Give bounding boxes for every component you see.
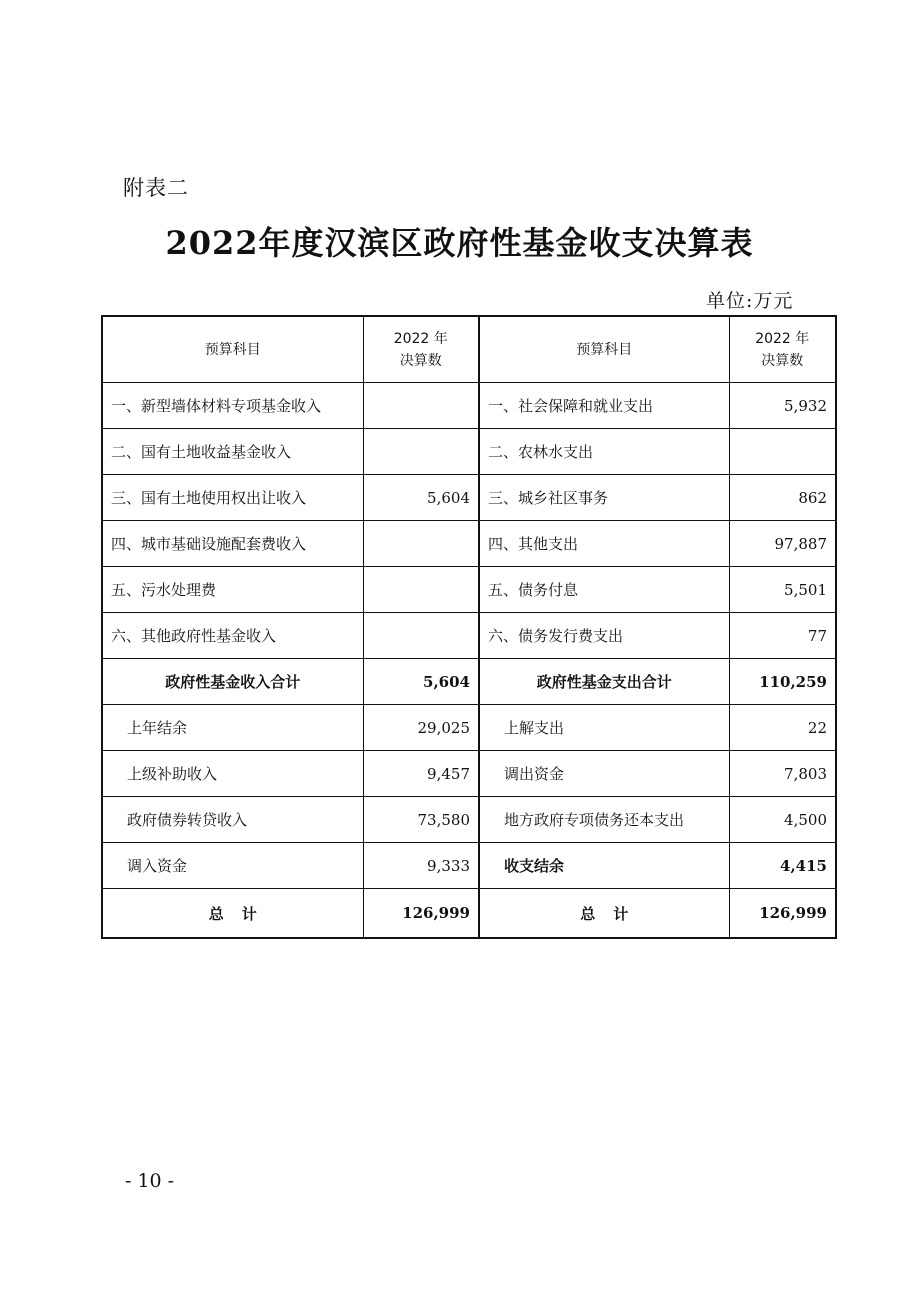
expense-item: 六、债务发行费支出 xyxy=(479,613,729,659)
income-item: 四、城市基础设施配套费收入 xyxy=(102,521,363,567)
budget-table xyxy=(101,315,837,939)
table-row xyxy=(102,475,836,521)
page-number: - 10 - xyxy=(125,1170,175,1192)
table-row xyxy=(102,705,836,751)
income-value: 73,580 xyxy=(363,797,479,843)
table-header-row xyxy=(102,316,836,383)
expense-item: 二、农林水支出 xyxy=(479,429,729,475)
income-item: 一、新型墙体材料专项基金收入 xyxy=(102,383,363,429)
income-value: 9,333 xyxy=(363,843,479,889)
expense-subtotal-value: 110,259 xyxy=(729,659,836,705)
header-left-amount xyxy=(363,316,479,383)
expense-item: 四、其他支出 xyxy=(479,521,729,567)
income-item: 三、国有土地使用权出让收入 xyxy=(102,475,363,521)
expense-item: 五、债务付息 xyxy=(479,567,729,613)
income-item: 上年结余 xyxy=(102,705,363,751)
header-right-amount-year: 2022 年 xyxy=(755,330,810,347)
appendix-label: 附表二 xyxy=(123,176,189,200)
header-right-amount xyxy=(729,316,836,383)
table-row xyxy=(102,843,836,889)
income-value xyxy=(363,567,479,613)
expense-value xyxy=(729,429,836,475)
table-row xyxy=(102,751,836,797)
balance-value: 4,415 xyxy=(729,843,836,889)
expense-subtotal-label: 政府性基金支出合计 xyxy=(479,659,729,705)
table-row xyxy=(102,521,836,567)
income-value xyxy=(363,383,479,429)
income-subtotal-value: 5,604 xyxy=(363,659,479,705)
table-row xyxy=(102,797,836,843)
header-left-subject: 预算科目 xyxy=(102,316,363,383)
income-value xyxy=(363,613,479,659)
income-item: 六、其他政府性基金收入 xyxy=(102,613,363,659)
expense-item: 三、城乡社区事务 xyxy=(479,475,729,521)
expense-item: 一、社会保障和就业支出 xyxy=(479,383,729,429)
expense-value: 5,932 xyxy=(729,383,836,429)
table-row xyxy=(102,567,836,613)
balance-label: 收支结余 xyxy=(479,843,729,889)
income-value: 5,604 xyxy=(363,475,479,521)
expense-total-label: 总计 xyxy=(479,889,729,939)
income-item: 二、国有土地收益基金收入 xyxy=(102,429,363,475)
income-value xyxy=(363,429,479,475)
table-row xyxy=(102,383,836,429)
subtotal-row xyxy=(102,659,836,705)
total-row xyxy=(102,889,836,939)
expense-value: 4,500 xyxy=(729,797,836,843)
income-value: 29,025 xyxy=(363,705,479,751)
table-row xyxy=(102,613,836,659)
expense-value: 5,501 xyxy=(729,567,836,613)
expense-total-value: 126,999 xyxy=(729,889,836,939)
income-total-value: 126,999 xyxy=(363,889,479,939)
income-item: 调入资金 xyxy=(102,843,363,889)
income-total-label: 总计 xyxy=(102,889,363,939)
income-item: 五、污水处理费 xyxy=(102,567,363,613)
income-item: 上级补助收入 xyxy=(102,751,363,797)
expense-item: 调出资金 xyxy=(479,751,729,797)
table-row xyxy=(102,429,836,475)
expense-item: 上解支出 xyxy=(479,705,729,751)
expense-value: 22 xyxy=(729,705,836,751)
page-title: 2022年度汉滨区政府性基金收支决算表 xyxy=(165,224,754,262)
income-subtotal-label: 政府性基金收入合计 xyxy=(102,659,363,705)
income-value: 9,457 xyxy=(363,751,479,797)
header-left-amount-year: 2022 年 xyxy=(393,330,448,347)
expense-value: 7,803 xyxy=(729,751,836,797)
header-left-amount-label: 决算数 xyxy=(399,352,442,369)
expense-value: 97,887 xyxy=(729,521,836,567)
header-right-amount-label: 决算数 xyxy=(761,352,804,369)
income-item: 政府债券转贷收入 xyxy=(102,797,363,843)
expense-value: 77 xyxy=(729,613,836,659)
income-value xyxy=(363,521,479,567)
expense-value: 862 xyxy=(729,475,836,521)
header-right-subject: 预算科目 xyxy=(479,316,729,383)
unit-label: 单位:万元 xyxy=(706,290,794,312)
expense-item: 地方政府专项债务还本支出 xyxy=(479,797,729,843)
